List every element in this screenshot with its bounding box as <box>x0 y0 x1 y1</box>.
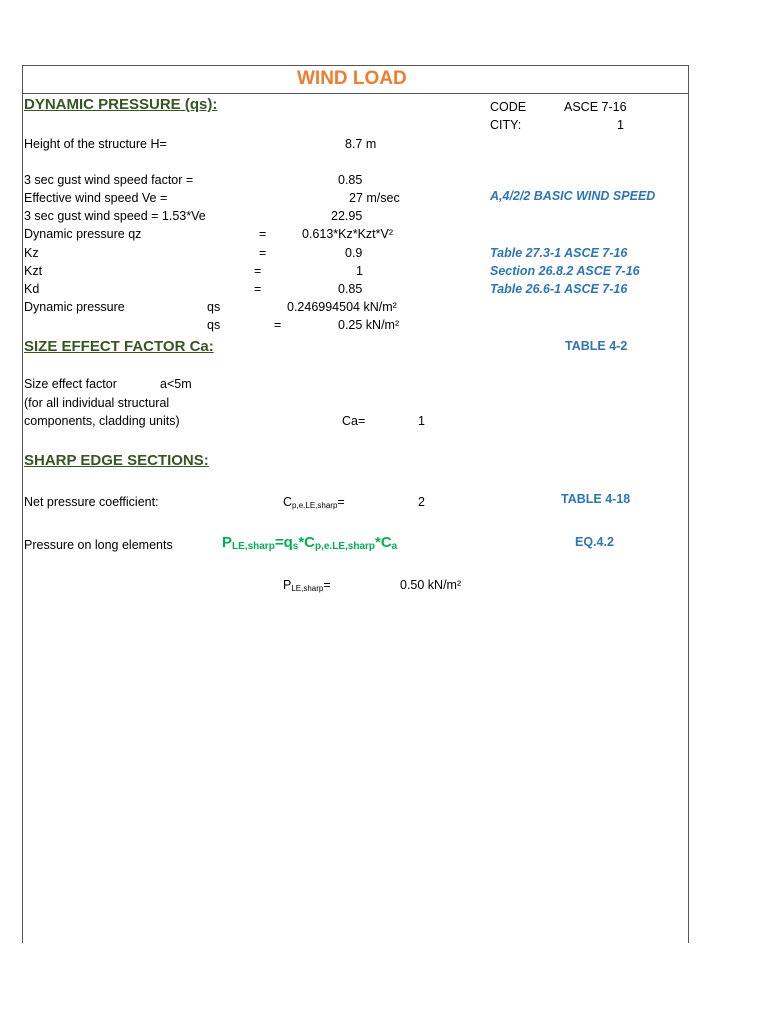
pressure-formula: $P_{LE,sharp}=q_s*C_{p,e.LE,sharp}*C_a$ <box>222 534 398 552</box>
qs-value-rounded: 0.25 kN/m² <box>338 318 400 332</box>
pressure-formula-ref: EQ.4.2 <box>575 535 614 549</box>
size-effect-ref: TABLE 4-2 <box>565 339 628 353</box>
kzt-ref: Section 26.8.2 ASCE 7-16 <box>490 264 640 278</box>
kz-value: 0.9 <box>345 246 363 260</box>
kd-label: Kd <box>24 282 40 296</box>
size-effect-label: Size effect factor <box>24 377 117 391</box>
qz-equals: = <box>259 227 267 241</box>
basic-wind-speed-ref: A,4/2/2 BASIC WIND SPEED <box>490 189 656 203</box>
pressure-result-value: 0.50 kN/m² <box>400 578 462 592</box>
net-pressure-coef-label: Net pressure coefficient: <box>24 495 159 509</box>
title-separator <box>22 93 688 94</box>
net-pressure-coef-value: 2 <box>418 495 425 509</box>
size-effect-note-2: components, cladding units) <box>24 414 180 428</box>
net-pressure-coef-symbol: $C_{p,e.LE,sharp}=$ <box>283 495 345 510</box>
kz-ref: Table 27.3-1 ASCE 7-16 <box>490 246 628 260</box>
kd-equals: = <box>254 282 262 296</box>
size-effect-condition: a<5m <box>160 377 192 391</box>
city-label: CITY: <box>490 118 522 132</box>
effective-speed-value: 27 m/sec <box>349 191 400 205</box>
kd-value: 0.85 <box>338 282 363 296</box>
qz-formula: 0.613*Kz*Kzt*V² <box>302 227 394 241</box>
kzt-value: 1 <box>356 264 363 278</box>
qs-symbol-2: qs <box>207 318 221 332</box>
code-value: ASCE 7-16 <box>564 100 627 114</box>
gust-factor-label: 3 sec gust wind speed factor = <box>24 173 194 187</box>
size-effect-heading: SIZE EFFECT FACTOR Ca: <box>24 338 214 355</box>
effective-speed-label: Effective wind speed Ve = <box>24 191 168 205</box>
height-label: Height of the structure H= <box>24 137 167 151</box>
gust-speed-value: 22.95 <box>331 209 363 223</box>
qs-value-raw: 0.246994504 kN/m² <box>287 300 397 314</box>
qs-symbol-1: qs <box>207 300 221 314</box>
ca-value: 1 <box>418 414 425 428</box>
qs-equals: = <box>274 318 282 332</box>
pressure-result-symbol: $P_{LE,sharp}=$ <box>283 578 331 593</box>
kzt-equals: = <box>254 264 262 278</box>
net-pressure-coef-ref: TABLE 4-18 <box>561 492 631 506</box>
dynamic-pressure-heading: DYNAMIC PRESSURE (qs): <box>24 96 218 113</box>
ca-label: Ca= <box>342 414 366 428</box>
kzt-label: Kzt <box>24 264 43 278</box>
pressure-long-elements-label: Pressure on long elements <box>24 538 173 552</box>
gust-factor-value: 0.85 <box>338 173 363 187</box>
sharp-edge-heading: SHARP EDGE SECTIONS: <box>24 452 209 469</box>
kz-equals: = <box>259 246 267 260</box>
dynamic-pressure-label: Dynamic pressure <box>24 300 125 314</box>
gust-speed-label: 3 sec gust wind speed = 1.53*Ve <box>24 209 206 223</box>
kz-label: Kz <box>24 246 39 260</box>
city-value: 1 <box>617 118 624 132</box>
page-title: WIND LOAD <box>297 68 407 89</box>
size-effect-note-1: (for all individual structural <box>24 396 170 410</box>
qz-label: Dynamic pressure qz <box>24 227 142 241</box>
kd-ref: Table 26.6-1 ASCE 7-16 <box>490 282 628 296</box>
height-value: 8.7 m <box>345 137 377 151</box>
code-label: CODE <box>490 100 527 114</box>
